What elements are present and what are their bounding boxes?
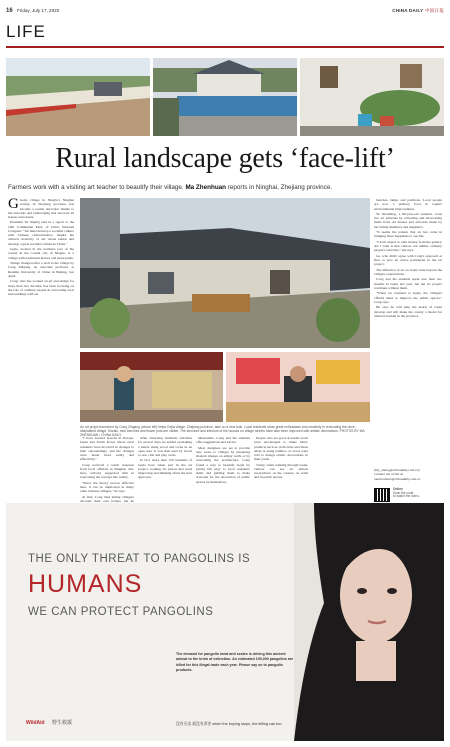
paragraph: Gejia, located in the northern part of the county in the coastal city of Ningbo, is a village with traditional houses and stone paths.	[8, 247, 74, 260]
ad-line-2: HUMANS	[28, 570, 143, 598]
paragraph: Cong, who has worked on art and design for more than two decades, has been focusing on the role of ordinary people in renovating rural surroundings with art.	[8, 279, 74, 296]
wildaid-logo: WildAid	[26, 720, 45, 726]
paragraph: People who are good at needle-work were encouraged to make fabric products such as cloth dolls and those adept at using bamboo or wood were told to design artistic decorations in their yards.	[254, 436, 308, 462]
qr-caption	[393, 488, 443, 499]
article-column-6	[374, 198, 442, 466]
photo-courtyard-plants	[300, 58, 444, 136]
paragraph: President Xi Jinping said in a report to the 19th Communist Party of China National Congress: "We must develop a socialist culture with Chinese characteristics, inspire the cultural creativity of our whole nation and develop a great socialist culture in China."	[8, 220, 74, 246]
photo-village-houses	[153, 58, 297, 136]
paragraph: Cong received a warm response from local officials in Ninghai, who have actively supported him in renovating the concept into reality.	[80, 462, 134, 480]
ad-line-3: WE CAN PROTECT PANGOLINS	[28, 606, 214, 618]
ad-portrait	[294, 503, 444, 741]
paragraph: "When we returned to Gejia, the villagers offered ideas to improve the public spaces," Cong says.	[374, 291, 442, 304]
ad-line-1: THE ONLY THREAT TO PANGOLINS IS	[28, 553, 251, 565]
qr-code[interactable]	[374, 488, 390, 502]
paragraph: He says he will help the hearts of Gejia develop and will make the county a model for cultural tourism in the province.	[374, 305, 442, 318]
page-date: Friday, July 17, 2020	[16, 8, 60, 13]
article-column-4	[196, 436, 250, 500]
drop-cap: G	[8, 196, 19, 212]
article-column-1	[8, 198, 74, 498]
qr-line: to watch the video.	[393, 494, 420, 499]
page-number: 16	[6, 8, 13, 14]
paragraph: After observing residents' activities for several days, he settled on making a bench using wood and rocks in an open area. It was then used by locals to rest, chat and play cards.	[138, 436, 192, 457]
page-header	[6, 6, 444, 18]
contact-label: Contact the writer at	[374, 472, 404, 477]
paragraph: benches, lamps and pavilions. Local people are now a primary force in Gejia's environmental improvement.	[374, 198, 442, 211]
standfirst-tail: reports in Ninghai, Zhejiang province.	[227, 184, 333, 191]
masthead	[392, 8, 444, 14]
standfirst-text: Farmers work with a visiting art teacher to beautify their village.	[8, 184, 184, 191]
standfirst	[8, 184, 442, 191]
paragraph: The influence of art on Gejia went beyond the village's expectations.	[374, 267, 442, 276]
paragraph: "Since the theory proves effective here, it can be duplicated in many other Chinese villages," he says.	[80, 480, 134, 494]
wildaid-logo-cn: 野生救援	[51, 720, 72, 726]
paragraph: Cong and his students spent less than two months in Gejia last year, but the art project continues without them.	[374, 277, 442, 290]
paragraph: Today, when walking through Gejia, visitors can see art almost everywhere: on the corners, on walls and in public spaces.	[254, 462, 308, 480]
paragraph: Ge, who didn't agree with Cong's approach at first, is now an active participant in the art project.	[374, 253, 442, 267]
byline: Ma Zhenhuan	[185, 184, 227, 191]
paragraph: At first, Cong tried letting villagers decorate their own homes, but he	[80, 494, 134, 504]
article-column-3	[138, 436, 192, 500]
paper-name-cn: 中国日报	[424, 8, 444, 13]
page-info	[6, 8, 59, 14]
end-note: (lily_zhang@chinadaily.com.cn)	[374, 468, 420, 472]
article-column-5	[254, 436, 308, 500]
paragraph: "I have learned lessons in Europe, Japan and South Korea where rural residents were involved in changes to their surroundings, and the changes were made more easily and effectively."	[80, 436, 134, 462]
photo-cong-zhigang	[80, 352, 223, 422]
section-divider	[6, 46, 444, 48]
pangolin-ad	[6, 503, 444, 741]
ad-logos	[26, 719, 72, 726]
paragraph: Meanwhile, Cong and his students offer suggestions and advice.	[196, 436, 250, 445]
photo-renovated-house	[80, 198, 370, 348]
ad-slogan: 没有买卖 就没有杀害 when the buying stops, the killing can too	[176, 722, 282, 726]
headline: Rural landscape gets ‘face-lift’	[55, 143, 395, 174]
paragraph: "I don't expect to earn money from the gallery. All I want is that visitors can admire ordinary people's artworks," she says.	[374, 239, 442, 253]
contact-block	[374, 468, 442, 488]
article-column-2	[80, 436, 134, 504]
photo-villager-interior	[226, 352, 370, 422]
paragraph: Most designers are set to provide new looks to villages by plastering modern images on empty walls or by renovating the architecture. Cong found a way to beautify Gejia by giving full play to local residents' skills and guiding them to make artworks for the decoration of public spaces by themselves.	[196, 445, 250, 484]
qr-line: Scan the code	[393, 490, 414, 495]
ad-note: The demand for pangolin meat and scales is driving this ancient animal to the brink of extinction. An estimated 100,000 pangolins are killed for this illegal trade each year. Please say no to pangolin products.	[176, 652, 294, 673]
paragraph: Things changed after a visit to the village by Cong Zhigang, an associate professor at Renmin University of China in Beijing, last April.	[8, 261, 74, 278]
contact-email: mazhenhuan@chinadaily.com.cn	[374, 476, 421, 481]
paragraph: Ye Xiaoming, a 66-year-old resident, owns two art galleries by collecting and showcasing items from old houses and artworks made by her family members and neighbors.	[374, 211, 442, 229]
paragraph: "It seems the pattern that art has come in bringing more happiness to our life.	[374, 230, 442, 239]
paragraph: Gejia village in Ningbo's Ninghai county, in Zhejiang province, has become a tourist attraction thanks to the artworks and landscaping that decorate its houses and streets.	[8, 198, 74, 219]
photo-village-wall	[6, 58, 150, 136]
photo-caption: An art project launched by Cong Zhigang (above left) helps Gejia village, Zhejiang province, take on a new look. Local residents show great enthusiasm and creativity in renovating the once-dilapidated village. Murals, new benches and flower pots are visible. The structure and interiors of the houses on village streets have also been improved with artistic decorations. PHOTOS BY MA ZHENHUAN / CHINA DAILY	[80, 425, 365, 437]
qr-line: Online	[393, 487, 403, 491]
paper-name: CHINA DAILY	[392, 8, 424, 13]
section-title: LIFE	[6, 22, 46, 41]
paragraph: In fact, more than 150 residents of Gejia have taken part in the art project, looking for places that need improving and thinking about the best approach.	[138, 458, 192, 480]
